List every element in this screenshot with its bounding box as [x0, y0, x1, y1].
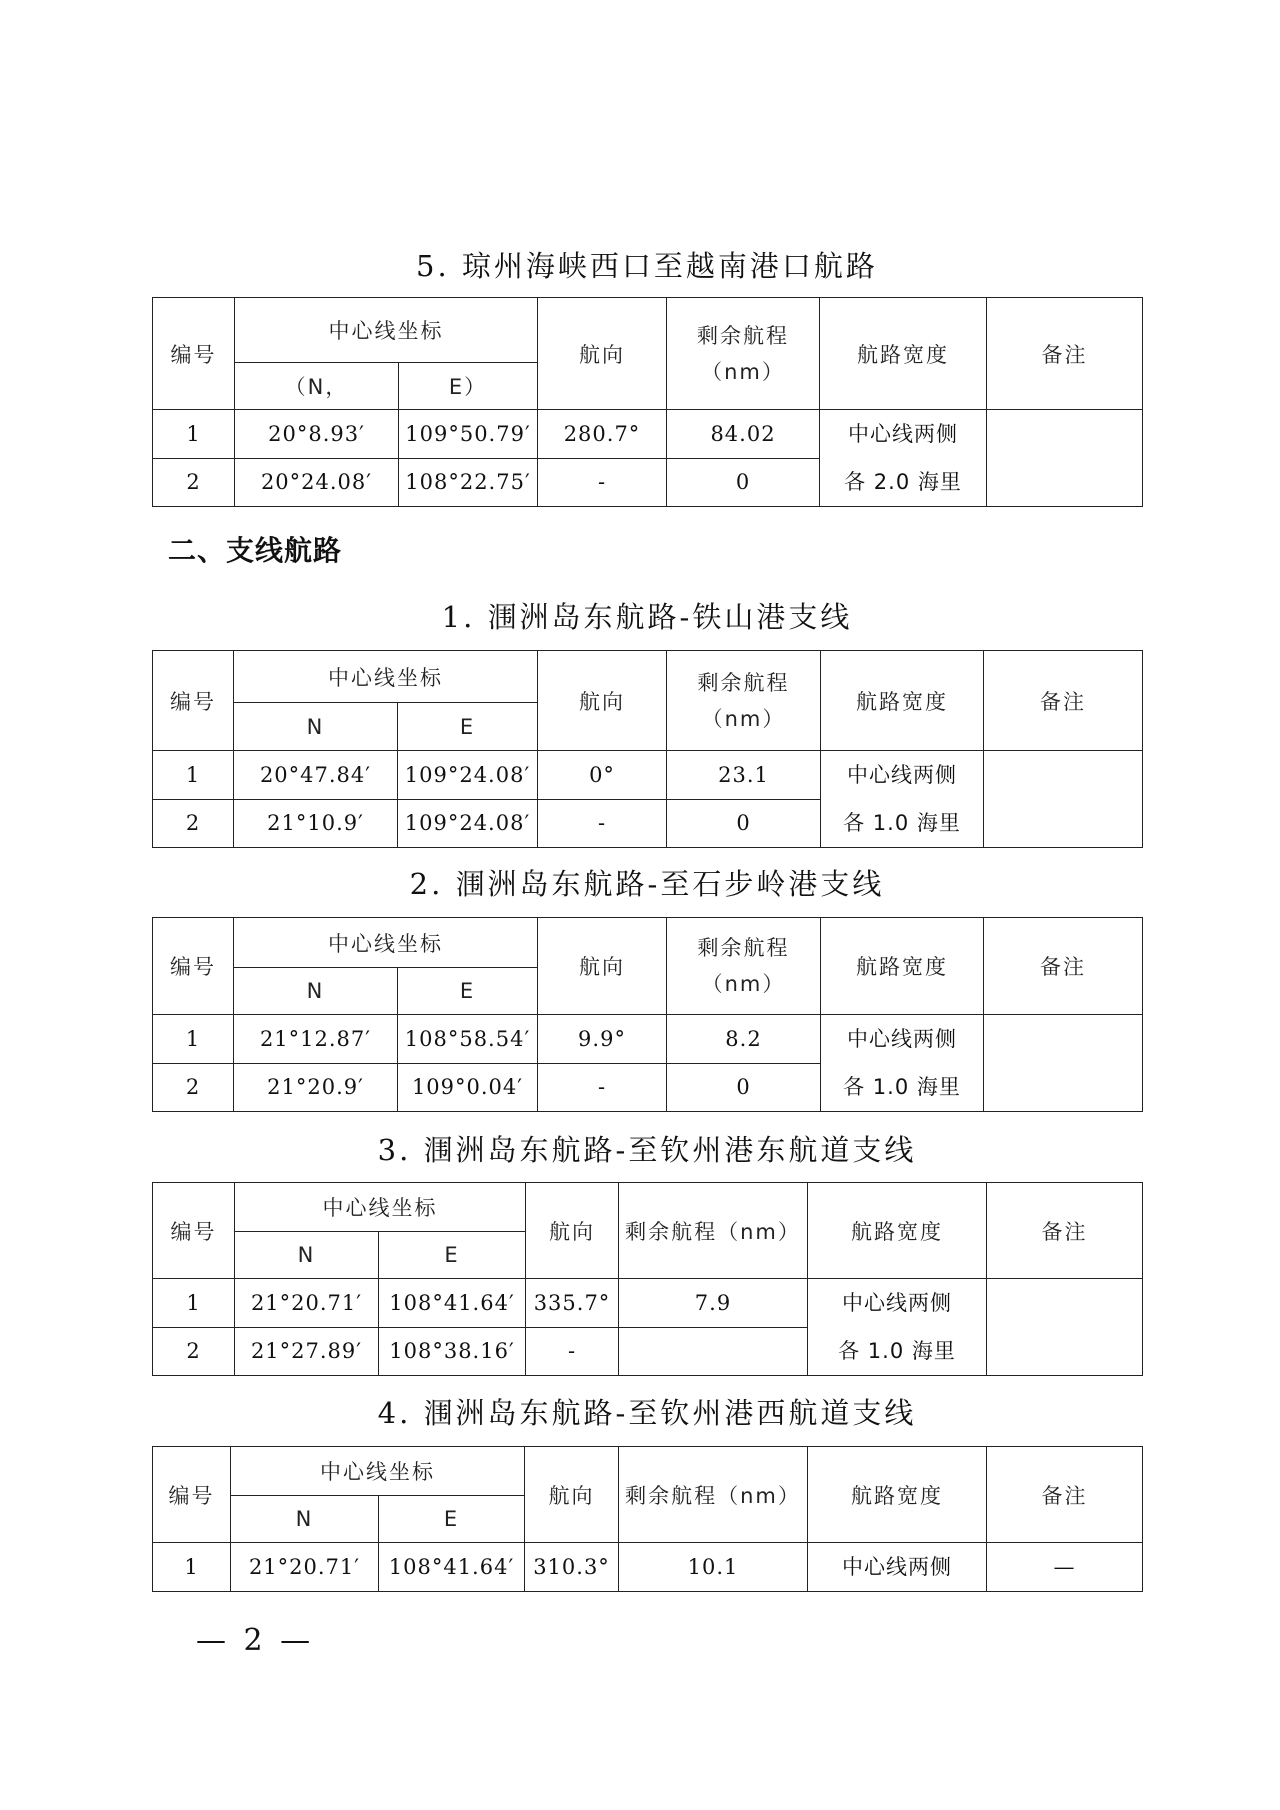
route-table-branch1	[152, 650, 1143, 848]
cell-width	[821, 751, 984, 848]
width-line1: 中心线两侧	[848, 422, 958, 446]
header-lon: E	[379, 1232, 526, 1279]
table-title-section5: 5. 琼州海峡西口至越南港口航路	[416, 249, 878, 283]
route-table-branch4	[152, 1446, 1143, 1592]
header-coords: 中心线坐标	[235, 298, 538, 363]
header-remaining	[667, 651, 821, 751]
cell-lat: 20°47.84′	[234, 751, 398, 800]
cell-course: 0°	[538, 751, 667, 800]
table-row	[153, 1279, 1143, 1328]
header-remaining: 剩余航程（nm）	[619, 1447, 808, 1543]
cell-lon: 109°50.79′	[399, 410, 538, 459]
table-row	[153, 751, 1143, 800]
cell-lon: 109°24.08′	[398, 751, 538, 800]
header-remaining-line1: 剩余航程	[697, 323, 789, 348]
header-id: 编号	[153, 651, 234, 751]
header-width: 航路宽度	[821, 651, 984, 751]
header-lat: N	[234, 703, 398, 751]
table-title-branch2: 2. 涠洲岛东航路-至石步岭港支线	[409, 867, 885, 901]
width-line1: 中心线两侧	[847, 1027, 957, 1051]
header-coords: 中心线坐标	[234, 651, 538, 703]
cell-course: -	[538, 1063, 667, 1112]
header-id: 编号	[153, 1447, 231, 1543]
header-width: 航路宽度	[820, 298, 987, 410]
header-width: 航路宽度	[821, 918, 984, 1015]
cell-lat: 21°12.87′	[234, 1015, 398, 1064]
header-lat: （N，	[235, 363, 399, 410]
cell-lat: 20°8.93′	[235, 410, 399, 459]
cell-course: -	[538, 458, 667, 507]
table-row	[153, 1015, 1143, 1064]
cell-remaining: 8.2	[667, 1015, 821, 1064]
header-notes: 备注	[984, 918, 1143, 1015]
cell-notes	[984, 1015, 1143, 1112]
cell-remaining: 84.02	[667, 410, 820, 459]
header-id: 编号	[153, 918, 234, 1015]
cell-remaining	[619, 1327, 808, 1376]
cell-width	[820, 410, 987, 507]
cell-lon: 108°41.64′	[379, 1279, 526, 1328]
header-coords: 中心线坐标	[231, 1447, 525, 1496]
cell-lon: 109°24.08′	[398, 799, 538, 848]
header-course: 航向	[525, 1447, 619, 1543]
width-line1: 中心线两侧	[842, 1291, 952, 1315]
cell-remaining: 23.1	[667, 751, 821, 800]
header-notes: 备注	[987, 298, 1143, 410]
cell-remaining: 0	[667, 799, 821, 848]
cell-course: 310.3°	[525, 1543, 619, 1592]
cell-id: 2	[153, 458, 235, 507]
cell-id: 1	[153, 1543, 231, 1592]
width-line2: 各 2.0 海里	[844, 470, 962, 494]
cell-id: 1	[153, 751, 234, 800]
header-id: 编号	[153, 1183, 235, 1279]
header-width: 航路宽度	[808, 1183, 987, 1279]
cell-lon: 108°38.16′	[379, 1327, 526, 1376]
width-line2: 各 1.0 海里	[838, 1339, 956, 1363]
cell-course: 335.7°	[526, 1279, 619, 1328]
cell-lon: 108°41.64′	[379, 1543, 525, 1592]
cell-remaining: 10.1	[619, 1543, 808, 1592]
cell-lat: 21°20.71′	[235, 1279, 379, 1328]
header-notes: 备注	[984, 651, 1143, 751]
header-coords: 中心线坐标	[235, 1183, 526, 1232]
cell-remaining: 0	[667, 1063, 821, 1112]
cell-course: -	[538, 799, 667, 848]
cell-id: 1	[153, 410, 235, 459]
header-course: 航向	[538, 298, 667, 410]
table-title-branch4: 4. 涠洲岛东航路-至钦州港西航道支线	[377, 1396, 917, 1430]
header-id: 编号	[153, 298, 235, 410]
cell-remaining: 0	[667, 458, 820, 507]
header-lat: N	[231, 1496, 379, 1543]
header-remaining-line2: （nm）	[701, 706, 786, 731]
table-title-branch3: 3. 涠洲岛东航路-至钦州港东航道支线	[377, 1133, 917, 1167]
header-remaining	[667, 918, 821, 1015]
cell-course: -	[526, 1327, 619, 1376]
cell-course: 280.7°	[538, 410, 667, 459]
header-notes: 备注	[987, 1447, 1143, 1543]
header-lon: E	[398, 968, 538, 1015]
header-coords: 中心线坐标	[234, 918, 538, 968]
header-remaining-line2: （nm）	[701, 359, 785, 384]
cell-id: 2	[153, 1327, 235, 1376]
section-heading-branch-routes: 二、支线航路	[168, 534, 343, 567]
table-row	[153, 1543, 1143, 1592]
cell-width	[808, 1279, 987, 1376]
header-remaining-line2: （nm）	[701, 972, 786, 996]
width-line2: 各 1.0 海里	[843, 811, 961, 835]
header-course: 航向	[538, 918, 667, 1015]
header-lat: N	[235, 1232, 379, 1279]
cell-id: 1	[153, 1279, 235, 1328]
cell-lat: 20°24.08′	[235, 458, 399, 507]
route-table-section5	[152, 297, 1143, 507]
cell-id: 2	[153, 1063, 234, 1112]
cell-lat: 21°10.9′	[234, 799, 398, 848]
cell-course: 9.9°	[538, 1015, 667, 1064]
header-remaining-line1: 剩余航程	[697, 670, 790, 695]
route-table-branch2	[152, 917, 1143, 1112]
cell-lat: 21°20.71′	[231, 1543, 379, 1592]
header-remaining	[667, 298, 820, 410]
cell-id: 1	[153, 1015, 234, 1064]
table-row	[153, 410, 1143, 459]
cell-lon: 109°0.04′	[398, 1063, 538, 1112]
cell-lat: 21°27.89′	[235, 1327, 379, 1376]
header-lon: E	[398, 703, 538, 751]
header-width: 航路宽度	[808, 1447, 987, 1543]
route-table-branch3	[152, 1182, 1143, 1376]
cell-notes	[987, 1279, 1143, 1376]
header-lat: N	[234, 968, 398, 1015]
cell-width: 中心线两侧	[808, 1543, 987, 1592]
cell-lon: 108°58.54′	[398, 1015, 538, 1064]
header-course: 航向	[538, 651, 667, 751]
cell-lat: 21°20.9′	[234, 1063, 398, 1112]
page-number: — 2 —	[196, 1623, 315, 1658]
header-remaining-line1: 剩余航程	[697, 936, 790, 960]
cell-notes	[984, 751, 1143, 848]
table-title-branch1: 1. 涠洲岛东航路-铁山港支线	[441, 600, 853, 634]
cell-notes	[987, 410, 1143, 507]
width-line2: 各 1.0 海里	[843, 1075, 961, 1099]
cell-width	[821, 1015, 984, 1112]
header-remaining: 剩余航程（nm）	[619, 1183, 808, 1279]
header-lon: E）	[399, 363, 538, 410]
cell-notes: —	[987, 1543, 1143, 1592]
header-notes: 备注	[987, 1183, 1143, 1279]
cell-lon: 108°22.75′	[399, 458, 538, 507]
cell-remaining: 7.9	[619, 1279, 808, 1328]
cell-id: 2	[153, 799, 234, 848]
header-lon: E	[379, 1496, 525, 1543]
width-line1: 中心线两侧	[847, 763, 957, 787]
header-course: 航向	[526, 1183, 619, 1279]
